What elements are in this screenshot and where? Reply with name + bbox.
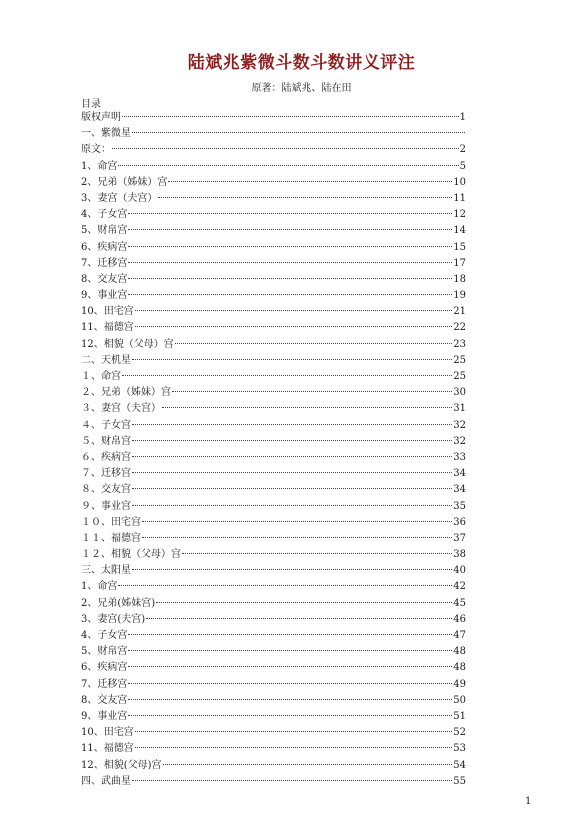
toc-entry-label: 6、疾病宫: [81, 662, 128, 674]
toc-entry-label: ９、事业宫: [81, 500, 131, 512]
toc-entry-label: ４、子女宫: [81, 419, 131, 431]
toc-entry-label: 9、事业宫: [81, 290, 128, 302]
toc-entry-page: 23: [453, 338, 466, 350]
toc-dot-leader: [168, 181, 452, 182]
toc-entry-page: 10: [453, 176, 466, 188]
toc-entry-label: 2、兄弟（姊妹）宫: [81, 176, 168, 188]
toc-entry[interactable]: [81, 401, 466, 417]
toc-entry-page: 33: [453, 451, 466, 463]
toc-dot-leader: [132, 505, 452, 506]
toc-entry-page: 55: [453, 775, 466, 787]
toc-entry[interactable]: [81, 693, 466, 709]
toc-entry-label: 10、田宅宫: [81, 727, 134, 739]
toc-entry-label: 原文：: [81, 144, 111, 156]
toc-entry-page: 47: [453, 630, 466, 641]
toc-entry[interactable]: [81, 482, 466, 498]
toc-entry-page: 31: [453, 403, 466, 415]
toc-entry-label: １２、相貌（父母）宫: [81, 549, 181, 561]
toc-entry[interactable]: [81, 337, 466, 353]
toc-entry-label: 版权声明: [81, 112, 121, 123]
toc-entry-page: 48: [453, 662, 466, 674]
toc-entry[interactable]: [81, 579, 466, 595]
toc-entry-page: 5: [459, 160, 466, 172]
toc-entry[interactable]: [81, 142, 466, 158]
toc-entry-page: 36: [453, 516, 466, 528]
toc-entry-label: １１、福德宫: [81, 532, 141, 544]
toc-entry-label: １、命宫: [81, 371, 121, 382]
toc-dot-leader: [132, 424, 452, 425]
toc-entry[interactable]: [81, 369, 466, 385]
toc-dot-leader: [156, 602, 452, 603]
toc-dot-leader: [158, 197, 452, 198]
toc-dot-leader: [122, 375, 452, 376]
toc-dot-leader: [163, 764, 453, 765]
toc-dot-leader: [142, 521, 452, 522]
toc-entry[interactable]: [81, 256, 466, 272]
toc-dot-leader: [132, 488, 452, 489]
toc-entry[interactable]: [81, 240, 466, 256]
toc-dot-leader: [132, 456, 452, 457]
toc-entry-page: 15: [453, 241, 466, 253]
toc-entry-label: 12、相貌(父母)宫: [81, 759, 162, 771]
toc-entry-label: 5、财帛宫: [81, 646, 128, 658]
toc-entry-label: ８、交友宫: [81, 484, 131, 496]
toc-dot-leader: [128, 715, 452, 716]
toc-entry[interactable]: [81, 644, 466, 660]
toc-entry-label: 二、天机星: [81, 354, 131, 366]
toc-entry-label: 3、妻宫（夫宫）: [81, 192, 158, 204]
toc-entry-label: 9、事业宫: [81, 710, 128, 722]
toc-dot-leader: [135, 310, 453, 311]
toc-dot-leader: [135, 747, 453, 748]
toc-entry-label: 5、财帛宫: [81, 225, 128, 237]
toc-entry[interactable]: [81, 628, 466, 644]
toc-entry[interactable]: [81, 304, 466, 320]
toc-entry-page: 25: [453, 371, 466, 382]
toc-entry-label: 6、疾病宫: [81, 241, 128, 253]
toc-entry-page: 53: [453, 743, 466, 755]
toc-entry-label: 7、迁移宫: [81, 678, 128, 690]
toc-entry-page: 11: [453, 192, 466, 204]
toc-entry-label: 四、武曲星: [81, 775, 131, 787]
toc-entry-page: 34: [453, 484, 466, 496]
toc-dot-leader: [135, 326, 453, 327]
toc-dot-leader: [128, 294, 452, 295]
toc-entry-label: ２、兄弟（姊妹）宫: [81, 387, 171, 399]
toc-entry-page: 37: [453, 532, 466, 544]
toc-dot-leader: [182, 553, 452, 554]
toc-entry-label: 11、福德宫: [81, 743, 134, 755]
toc-entry[interactable]: [81, 596, 466, 612]
toc-dot-leader: [128, 683, 452, 684]
document-title: 陆斌兆紫微斗数斗数讲义评注: [187, 53, 416, 73]
toc-entry-page: 40: [453, 565, 466, 577]
toc-dot-leader: [128, 650, 452, 651]
toc-entry-page: 50: [453, 694, 466, 706]
toc-dot-leader: [128, 262, 452, 263]
toc-dot-leader: [128, 213, 452, 214]
toc-entry[interactable]: [81, 320, 466, 336]
toc-entry-page: 21: [453, 306, 466, 318]
toc-entry-label: ５、财帛宫: [81, 435, 131, 447]
toc-entry-page: 35: [453, 500, 466, 512]
toc-entry-page: 54: [453, 759, 466, 771]
toc-dot-leader: [128, 634, 452, 635]
toc-dot-leader: [128, 246, 452, 247]
toc-dot-leader: [142, 537, 452, 538]
toc-entry-label: 3、妻宫(夫宫): [81, 613, 146, 625]
toc-dot-leader: [128, 278, 452, 279]
toc-entry-page: 17: [453, 257, 466, 269]
toc-entry-page: 51: [453, 710, 466, 722]
toc-entry[interactable]: [81, 110, 466, 126]
toc-entry-page: 12: [453, 209, 466, 221]
toc-entry-page: 19: [453, 290, 466, 302]
toc-entry-label: 7、迁移宫: [81, 257, 128, 269]
toc-entry[interactable]: [81, 758, 466, 774]
toc-entry-label: ６、疾病宫: [81, 451, 131, 463]
toc-entry[interactable]: [81, 450, 466, 466]
toc-entry-page: 48: [453, 646, 466, 658]
toc-entry[interactable]: [81, 563, 466, 579]
toc-entry-label: ７、迁移宫: [81, 468, 131, 480]
toc-dot-leader: [132, 132, 465, 133]
toc-dot-leader: [175, 343, 453, 344]
toc-entry-page: 38: [453, 549, 466, 561]
toc-entry-label: 8、交友宫: [81, 273, 128, 285]
toc-entry-page: 49: [453, 678, 466, 690]
toc-entry[interactable]: [81, 466, 466, 482]
toc-entry-page: 42: [453, 581, 466, 593]
toc-entry-page: 32: [453, 435, 466, 447]
toc-dot-leader: [162, 407, 452, 408]
toc-entry-page: 22: [453, 322, 466, 334]
toc-dot-leader: [132, 780, 452, 781]
toc-entry[interactable]: [81, 288, 466, 304]
toc-dot-leader: [128, 666, 452, 667]
toc-entry-label: １０、田宅宫: [81, 516, 141, 528]
toc-entry-label: 12、相貌（父母）宫: [81, 338, 174, 350]
toc-entry[interactable]: [81, 434, 466, 450]
toc-heading: 目录: [81, 99, 101, 110]
toc-entry-label: 4、子女宫: [81, 630, 128, 641]
table-of-contents: [81, 110, 466, 790]
toc-entry[interactable]: [81, 353, 466, 369]
toc-dot-leader: [132, 472, 452, 473]
toc-entry-label: 2、兄弟(姊妹宫): [81, 597, 156, 609]
toc-dot-leader: [118, 165, 458, 166]
toc-dot-leader: [172, 391, 452, 392]
toc-entry-page: 34: [453, 468, 466, 480]
toc-entry[interactable]: [81, 499, 466, 515]
toc-entry-label: 一、紫微星: [81, 128, 131, 140]
toc-entry[interactable]: [81, 418, 466, 434]
page-number: 1: [525, 796, 532, 807]
toc-entry[interactable]: [81, 515, 466, 531]
toc-entry[interactable]: [81, 207, 466, 223]
toc-entry-page: 25: [453, 354, 466, 366]
toc-dot-leader: [112, 148, 459, 149]
toc-dot-leader: [128, 229, 452, 230]
toc-entry[interactable]: [81, 223, 466, 239]
toc-dot-leader: [132, 440, 452, 441]
toc-entry[interactable]: [81, 126, 466, 142]
toc-dot-leader: [132, 569, 452, 570]
toc-entry[interactable]: [81, 531, 466, 547]
toc-entry[interactable]: [81, 612, 466, 628]
toc-entry-label: 4、子女宫: [81, 209, 128, 221]
toc-entry-page: 46: [453, 613, 466, 625]
toc-entry-page: 32: [453, 419, 466, 431]
toc-entry-label: 8、交友宫: [81, 694, 128, 706]
toc-entry[interactable]: [81, 175, 466, 191]
author-line: 原著：陆斌兆、陆在田: [251, 83, 352, 94]
toc-dot-leader: [146, 618, 452, 619]
toc-entry-page: 52: [453, 727, 466, 739]
toc-entry-page: 1: [459, 112, 466, 123]
toc-entry[interactable]: [81, 660, 466, 676]
toc-entry[interactable]: [81, 547, 466, 563]
toc-dot-leader: [118, 585, 452, 586]
toc-dot-leader: [132, 359, 452, 360]
toc-entry[interactable]: [81, 725, 466, 741]
toc-entry[interactable]: [81, 272, 466, 288]
toc-entry[interactable]: [81, 385, 466, 401]
toc-dot-leader: [135, 731, 453, 732]
toc-entry[interactable]: [81, 774, 466, 790]
toc-entry-label: 三、太阳星: [81, 565, 131, 577]
toc-entry-page: 45: [453, 597, 466, 609]
toc-entry-label: 1、命宫: [81, 160, 118, 172]
toc-entry[interactable]: [81, 677, 466, 693]
toc-dot-leader: [128, 699, 452, 700]
toc-entry[interactable]: [81, 741, 466, 757]
toc-entry-label: 10、田宅宫: [81, 306, 134, 318]
toc-entry[interactable]: [81, 191, 466, 207]
toc-entry-label: 1、命宫: [81, 581, 118, 593]
toc-entry-page: 30: [453, 387, 466, 399]
toc-entry[interactable]: [81, 159, 466, 175]
toc-dot-leader: [122, 116, 459, 117]
toc-entry-label: 11、福德宫: [81, 322, 134, 334]
toc-entry-page: 2: [459, 144, 466, 156]
toc-entry-label: ３、妻宫（夫宫）: [81, 403, 161, 415]
toc-entry-page: 18: [453, 273, 466, 285]
toc-entry-page: 14: [453, 225, 466, 237]
toc-entry[interactable]: [81, 709, 466, 725]
